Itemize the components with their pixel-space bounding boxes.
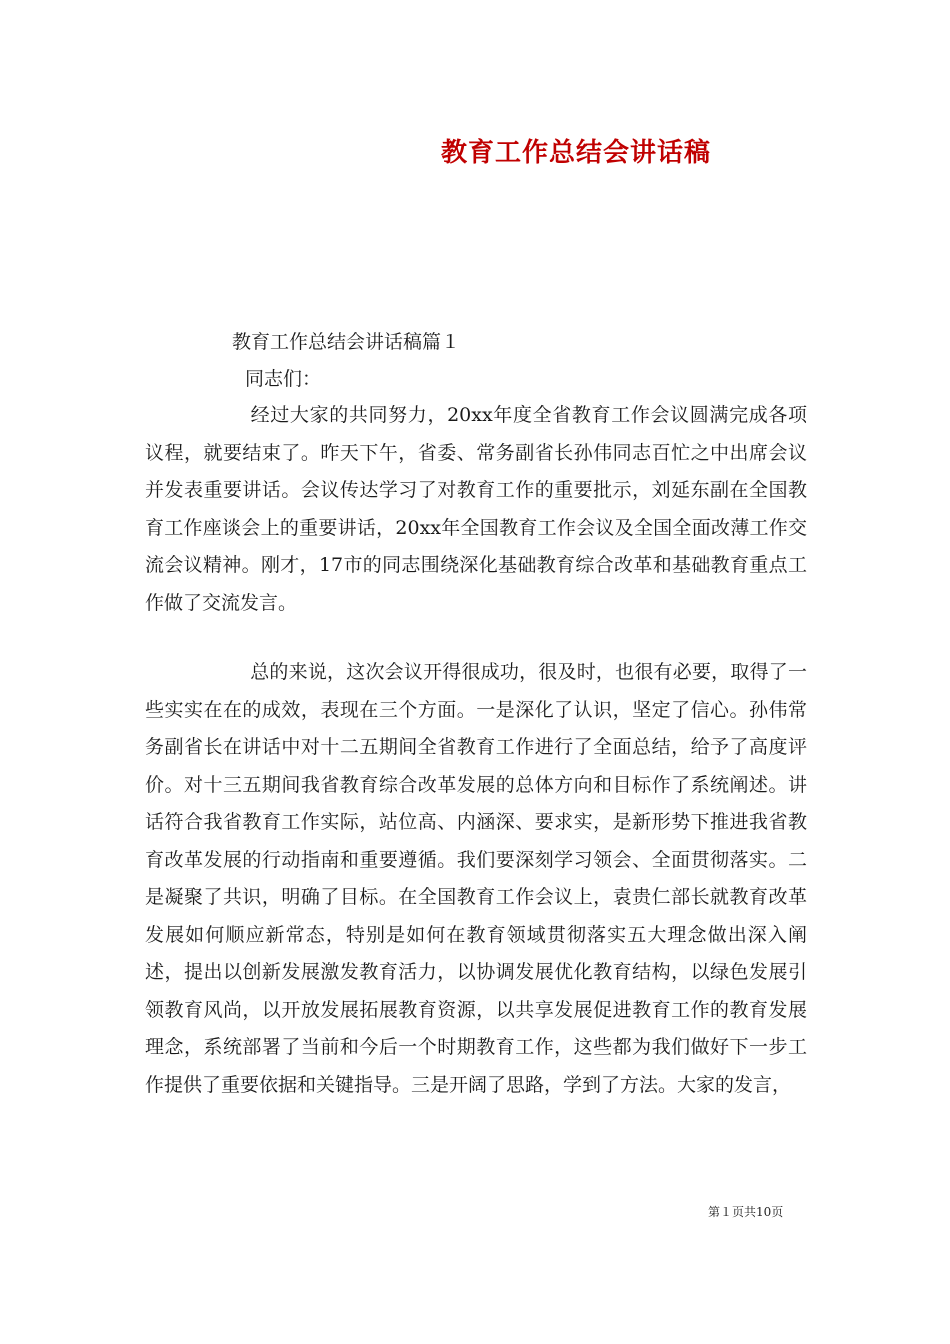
section-heading: 教育工作总结会讲话稿篇１	[232, 331, 461, 353]
document-title: 教育工作总结会讲话稿	[440, 138, 711, 168]
paragraph-2-text: 总的来说，这次会议开得很成功，很及时，也很有必要，取得了一些实实在在的成效，表现在三个方面。一是深化了认识，坚定了信心。孙伟常务副省长在讲话中对十二五期间全省教育工作进行了全面总结，给予了高度评价。对十三五期间我省教育综合改革发展的总体方向和目标作了系统阐述。讲话符合我省教育工作实际，站位高、内涵深、要求实，是新形势下推进我省教育改革发展的行动指南和重要遵循。我们要深刻学习领会、全面贯彻落实。二是凝聚了共识，明确了目标。在全国教育工作会议上，袁贵仁部长就教育改革发展如何顺应新常态，特别是如何在教育领域贯彻落实五大理念做出深入阐述，提出以创新发展激发教育活力，以协调发展优化教育结构，以绿色发展引领教育风尚，以开放发展拓展教育资源，以共享发展促进教育工作的教育发展理念，系统部署了当前和今后一个时期教育工作，这些都为我们做好下一步工作提供了重要依据和关键指导。三是开阔了思路，学到了方法。大家的发言，	[145, 661, 807, 1096]
salutation: 同志们：	[245, 368, 322, 390]
paragraph-1	[145, 397, 807, 622]
page-number-footer: 第１页共10页	[708, 1205, 784, 1219]
paragraph-2	[145, 654, 807, 1104]
paragraph-1-text: 经过大家的共同努力，20xx年度全省教育工作会议圆满完成各项议程，就要结束了。昨天下午，省委、常务副省长孙伟同志百忙之中出席会议并发表重要讲话。会议传达学习了对教育工作的重要批示，刘延东副在全国教育工作座谈会上的重要讲话，20xx年全国教育工作会议及全国全面改薄工作交流会议精神。刚才，17市的同志围绕深化基础教育综合改革和基础教育重点工作做了交流发言。	[145, 404, 807, 614]
